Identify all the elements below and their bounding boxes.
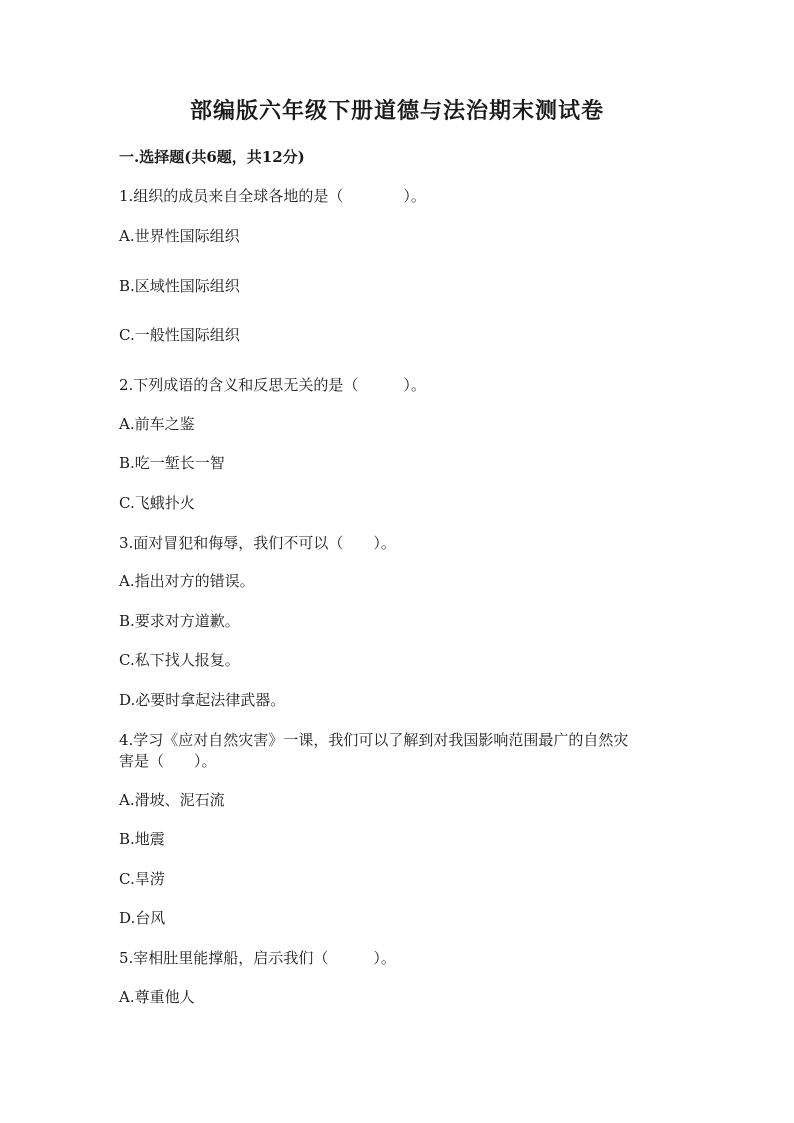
question-4-option-d: D.台风 bbox=[119, 909, 166, 927]
question-3-option-d: D.必要时拿起法律武器。 bbox=[119, 691, 286, 709]
question-2-option-a: A.前车之鉴 bbox=[119, 415, 195, 433]
question-4-stem-line1: 4.学习《应对自然灾害》一课，我们可以了解到对我国影响范围最广的自然灾 bbox=[119, 731, 629, 749]
question-1-option-c: C.一般性国际组织 bbox=[119, 326, 240, 344]
question-2-stem: 2.下列成语的含义和反思无关的是（ ）。 bbox=[119, 376, 426, 394]
question-4-option-b: B.地震 bbox=[119, 830, 165, 848]
question-1-option-b: B.区域性国际组织 bbox=[119, 277, 240, 295]
question-4-stem-line2: 害是（ ）。 bbox=[119, 752, 217, 770]
question-5-stem: 5.宰相肚里能撑船，启示我们（ ）。 bbox=[119, 949, 396, 967]
page-title: 部编版六年级下册道德与法治期末测试卷 bbox=[189, 98, 604, 124]
question-2-option-b: B.吃一堑长一智 bbox=[119, 454, 225, 472]
question-3-option-b: B.要求对方道歉。 bbox=[119, 612, 240, 630]
question-1-option-a: A.世界性国际组织 bbox=[119, 227, 240, 245]
question-3-option-c: C.私下找人报复。 bbox=[119, 651, 240, 669]
section-heading: 一.选择题(共6题，共12分) bbox=[119, 148, 305, 166]
question-1-stem: 1.组织的成员来自全球各地的是（ ）。 bbox=[119, 187, 426, 205]
question-3-stem: 3.面对冒犯和侮辱，我们不可以（ ）。 bbox=[119, 534, 396, 552]
question-5-option-a: A.尊重他人 bbox=[119, 988, 195, 1006]
question-4-option-a: A.滑坡、泥石流 bbox=[119, 791, 225, 809]
question-3-option-a: A.指出对方的错误。 bbox=[119, 572, 255, 590]
question-4-option-c: C.旱涝 bbox=[119, 870, 165, 888]
question-2-option-c: C.飞蛾扑火 bbox=[119, 494, 195, 512]
